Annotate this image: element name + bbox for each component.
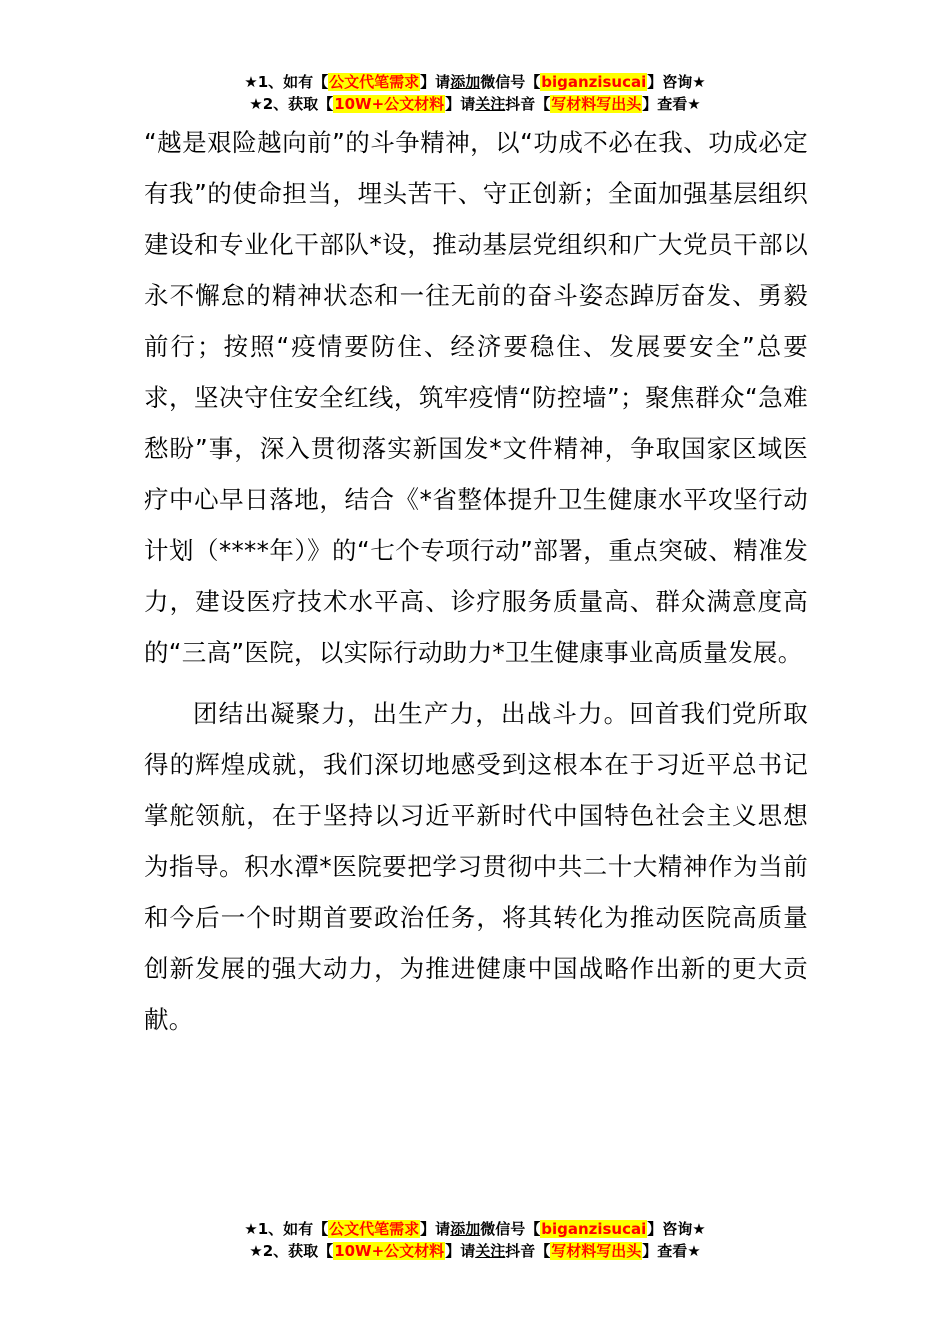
highlight-wechat-id: biganzisucai (541, 73, 647, 91)
highlight-douyin-account: 写材料写出头 (551, 95, 642, 113)
banner-text: ★1、如有【 (244, 73, 329, 91)
body-paragraph: 团结出凝聚力，出生产力，出战斗力。回首我们党所取得的辉煌成就，我们深切地感受到这根本在于习近平总书记掌舵领航，在于坚持以习近平新时代中国特色社会主义思想为指导。积水潭*医院要把学习贯彻中共二十大精神作为当前和今后一个时期首要政治任务，将其转化为推动医院高质量创新发展的强大动力，为推进健康中国战略作出新的更大贡献。 (144, 699, 808, 1034)
banner-text: 】请 (420, 73, 451, 91)
banner-text: 】查看★ (642, 1242, 701, 1260)
banner-text: 微信号【 (480, 73, 541, 91)
banner-text: 】请 (445, 95, 476, 113)
highlight-materials: 10W+公文材料 (334, 95, 445, 113)
header-banner (0, 71, 950, 115)
banner-text: 微信号【 (480, 1220, 541, 1238)
underlined-text: 关注 (475, 95, 506, 113)
banner-line-1 (0, 1218, 950, 1240)
banner-text: 】咨询★ (647, 73, 706, 91)
banner-text: 抖音【 (505, 95, 551, 113)
highlight-douyin-account: 写材料写出头 (551, 1242, 642, 1260)
highlight-service: 公文代笔需求 (329, 73, 420, 91)
banner-text: ★2、获取【 (249, 1242, 334, 1260)
banner-text: ★1、如有【 (244, 1220, 329, 1238)
banner-text: 】咨询★ (647, 1220, 706, 1238)
banner-line-2 (0, 1240, 950, 1262)
banner-text: 】查看★ (642, 95, 701, 113)
banner-text: 】请 (445, 1242, 476, 1260)
underlined-text: 关注 (475, 1242, 506, 1260)
underlined-text: 添加 (450, 1220, 481, 1238)
footer-banner (0, 1218, 950, 1262)
underlined-text: 添加 (450, 73, 481, 91)
banner-text: 】请 (420, 1220, 451, 1238)
highlight-materials: 10W+公文材料 (334, 1242, 445, 1260)
document-body (144, 117, 808, 1055)
highlight-wechat-id: biganzisucai (541, 1220, 647, 1238)
banner-text: 抖音【 (505, 1242, 551, 1260)
highlight-service: 公文代笔需求 (329, 1220, 420, 1238)
banner-line-2 (0, 93, 950, 115)
banner-line-1 (0, 71, 950, 93)
body-paragraph: “越是艰险越向前”的斗争精神，以“功成不必在我、功成必定有我”的使命担当，埋头苦干、守正创新；全面加强基层组织建设和专业化干部队*设，推动基层党组织和广大党员干部以永不懈怠的精神状态和一往无前的奋斗姿态踔厉奋发、勇毅前行；按照“疫情要防住、经济要稳住、发展要安全”总要求，坚决守住安全红线，筑牢疫情“防控墙”；聚焦群众“急难愁盼”事，深入贯彻落实新国发*文件精神，争取国家区域医疗中心早日落地，结合《*省整体提升卫生健康水平攻坚行动计划（****年）》的“七个专项行动”部署，重点突破、精准发力，建设医疗技术水平高、诊疗服务质量高、群众满意度高的“三高”医院，以实际行动助力*卫生健康事业高质量发展。 (144, 128, 808, 667)
banner-text: ★2、获取【 (249, 95, 334, 113)
